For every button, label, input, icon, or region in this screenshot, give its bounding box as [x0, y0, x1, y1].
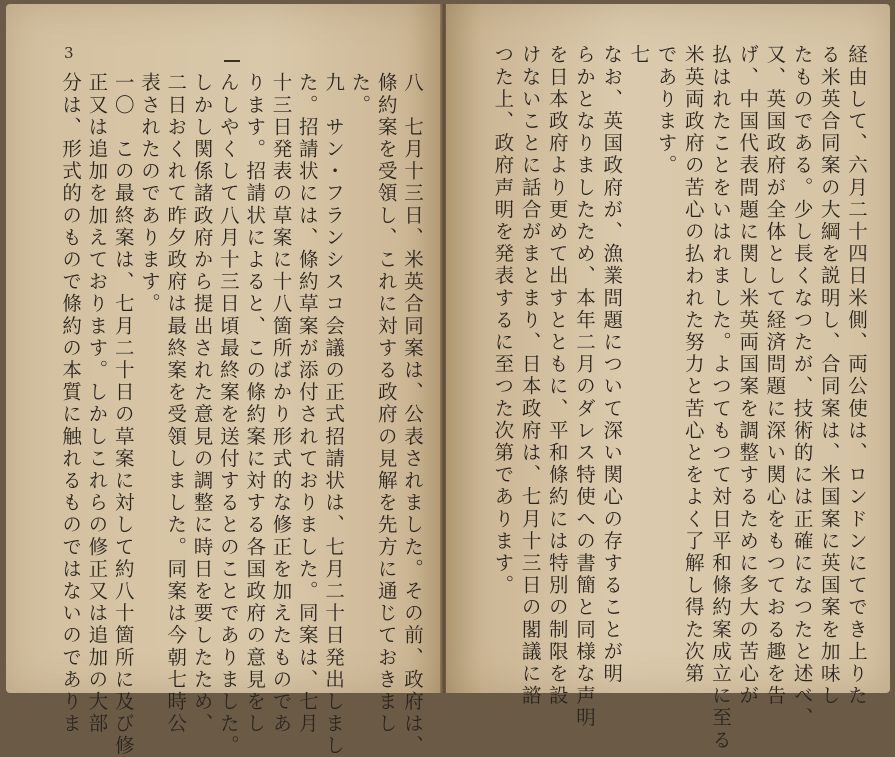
text-column: たものである。少し長くなつたが、技術的には正確になつたと述べ、: [790, 44, 814, 730]
text-column: 七: [627, 44, 651, 67]
text-column: た。招請状には、條約草案が添付されておりました。同案は、七月: [295, 72, 319, 735]
text-column: んしやくして八月十三日頃最終案を送付するとのことでありました。: [216, 72, 240, 757]
text-column: 九 サン・フランシスコ会議の正式招請状は、七月二十日発出しまし: [322, 72, 346, 757]
text-column: 表されたのであります。: [138, 72, 161, 316]
text-column: 分は、形式的のもので條約の本質に触れるものではないのでありま: [59, 72, 83, 735]
text-column: 十三日発表の草案に十八箇所ばかり形式的な修正を加えたものであ: [269, 72, 293, 735]
text-column: であります。: [654, 44, 678, 177]
text-column: つた上、政府声明を発表するに至つた次第であります。: [491, 44, 515, 597]
text-column: らかとなりましたため、本年二月のダレス特使への書簡と同様な声明: [573, 44, 596, 730]
text-column: 又、英国政府が全体として経済問題に深い関心をもつておる趣を告: [763, 44, 787, 707]
page-number: 3: [64, 44, 74, 62]
text-column: 二日おくれて昨夕政府は最終案を受領しました。同案は今朝七時公: [164, 72, 188, 735]
text-column: 條約案を受領し、これに対する政府の見解を先方に通じておきまし: [374, 72, 398, 735]
text-column: を日本政府より更めて出すとともに、平和條約には特別の制限を設: [545, 44, 569, 707]
text-column: る米英合同案の大綱を説明し、合同案は、米国案に英国案を加味し: [817, 44, 841, 707]
right-page: [446, 4, 890, 752]
text-column: 一〇 この最終案は、七月二十日の草案に対して約八十箇所に及び修: [111, 72, 135, 757]
left-page: [6, 4, 442, 757]
text-column: た。: [348, 72, 372, 117]
text-column: けないことに話合がまとまり、日本政府は、七月十三日の閣議に諮: [518, 44, 542, 707]
text-column: なお、英国政府が、漁業問題について深い関心の存することが明: [600, 44, 624, 685]
text-column: 八 七月十三日、米英合同案は、公表されました。その前、政府は、: [401, 72, 424, 757]
text-column: 経由して、六月二十四日米側、両公使は、ロンドンにてでき上りた: [845, 44, 868, 707]
text-column: 正又は追加を加えております。しかしこれらの修正又は追加の大部: [85, 72, 109, 735]
text-column: 米英両政府の苦心の払われた努力と苦心とをよく了解し得た次第: [681, 44, 705, 685]
text-column: げ、中国代表問題に関し米英両国案を調整するために多大の苦心が: [736, 44, 760, 707]
print-mark: [224, 60, 240, 62]
text-column: ります。招請状によると、この條約案に対する各国政府の意見をし: [243, 72, 267, 735]
text-column: 払はれたことをいはれました。よつてもつて対日平和條約案成立に至る: [709, 44, 732, 752]
text-column: しかし関係諸政府から提出された意見の調整に時日を要したため、: [190, 72, 214, 735]
